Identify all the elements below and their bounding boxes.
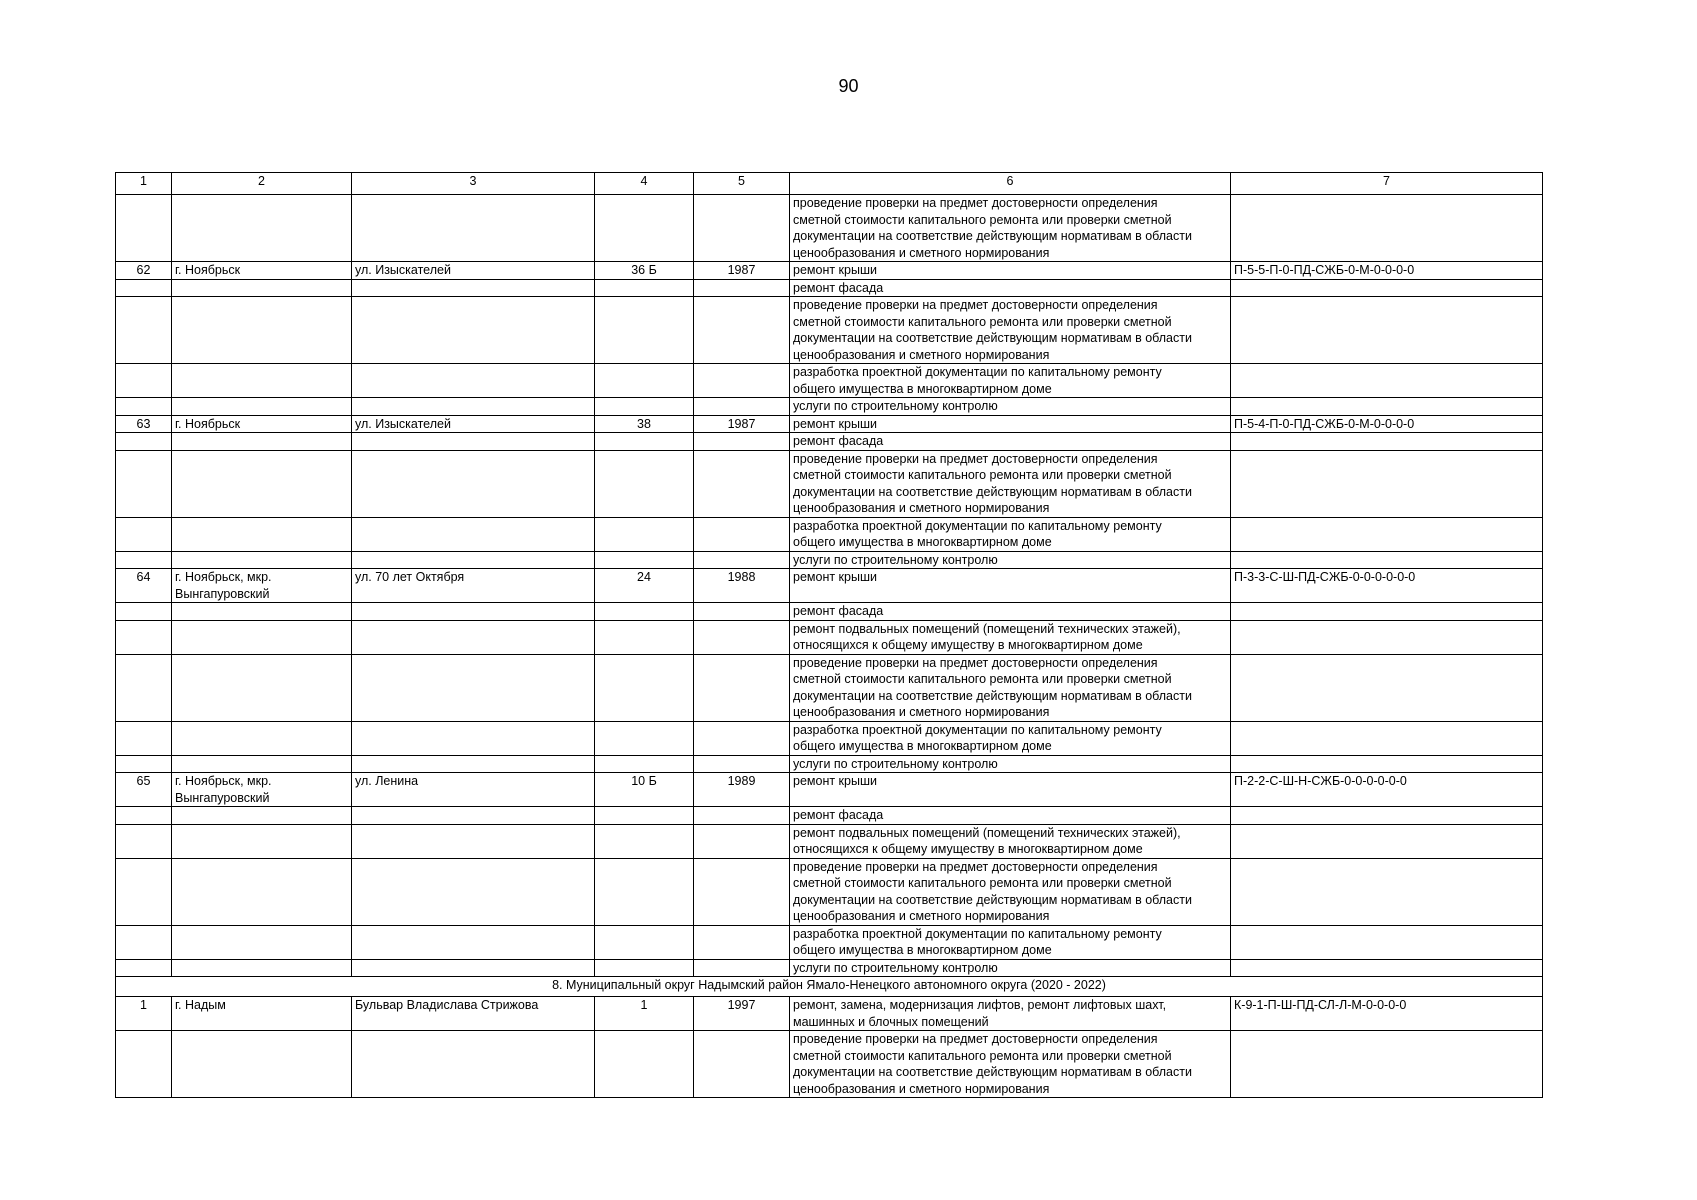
table-row xyxy=(116,824,1543,858)
table-cell-c2 xyxy=(172,858,352,925)
table-cell-c3 xyxy=(352,925,595,959)
table-cell-c2 xyxy=(172,398,352,416)
table-row xyxy=(116,450,1543,517)
table-cell-c1 xyxy=(116,297,172,364)
table-cell-c6: разработка проектной документации по капитальному ремонту общего имущества в многоквартирном доме xyxy=(790,721,1231,755)
table-cell-c4: 1 xyxy=(595,997,694,1031)
table-cell-c3 xyxy=(352,551,595,569)
table-cell-c6: ремонт подвальных помещений (помещений технических этажей), относящихся к общему имуществу в многоквартирном доме xyxy=(790,824,1231,858)
table-row xyxy=(116,959,1543,977)
column-header: 3 xyxy=(352,173,595,195)
column-header: 2 xyxy=(172,173,352,195)
table-cell-c1 xyxy=(116,364,172,398)
table-cell-c3: Бульвар Владислава Стрижова xyxy=(352,997,595,1031)
table-cell-c4 xyxy=(595,858,694,925)
table-cell-c5 xyxy=(694,807,790,825)
table-cell-c6: услуги по строительному контролю xyxy=(790,959,1231,977)
table-cell-c1: 65 xyxy=(116,773,172,807)
table-cell-c7 xyxy=(1231,824,1543,858)
table-cell-c2 xyxy=(172,620,352,654)
column-number-row xyxy=(116,173,1543,195)
table-cell-c7 xyxy=(1231,807,1543,825)
table-cell-c6: разработка проектной документации по капитальному ремонту общего имущества в многоквартирном доме xyxy=(790,517,1231,551)
table-row xyxy=(116,755,1543,773)
table-cell-c1 xyxy=(116,807,172,825)
table-cell-c2 xyxy=(172,807,352,825)
table-row xyxy=(116,1031,1543,1098)
table-cell-c4 xyxy=(595,1031,694,1098)
table-cell-c4: 24 xyxy=(595,569,694,603)
table-cell-c7 xyxy=(1231,517,1543,551)
table-cell-c5 xyxy=(694,858,790,925)
table-cell-c4 xyxy=(595,603,694,621)
table-cell-c2 xyxy=(172,433,352,451)
page-number: 90 xyxy=(838,76,859,96)
table-cell-c1 xyxy=(116,721,172,755)
table-cell-c5 xyxy=(694,755,790,773)
table-row xyxy=(116,807,1543,825)
table-cell-c1 xyxy=(116,433,172,451)
table-cell-c4 xyxy=(595,517,694,551)
table-cell-c1 xyxy=(116,654,172,721)
table-cell-c1: 63 xyxy=(116,415,172,433)
table-cell-c7: К-9-1-П-Ш-ПД-СЛ-Л-М-0-0-0-0 xyxy=(1231,997,1543,1031)
table-cell-c1 xyxy=(116,603,172,621)
table-row xyxy=(116,654,1543,721)
table-cell-c3 xyxy=(352,517,595,551)
table-cell-c1 xyxy=(116,279,172,297)
table-cell-c6: ремонт фасада xyxy=(790,433,1231,451)
table-cell-c6: проведение проверки на предмет достоверности определения сметной стоимости капитального ремонта или проверки сметной документации на соответствие действующим нормативам в области ценообразования и сметного нормирования xyxy=(790,195,1231,262)
table-cell-c4 xyxy=(595,959,694,977)
table-row xyxy=(116,569,1543,603)
table-cell-c3 xyxy=(352,195,595,262)
table-cell-c2: г. Надым xyxy=(172,997,352,1031)
table-cell-c6: ремонт крыши xyxy=(790,262,1231,280)
table-cell-c4: 38 xyxy=(595,415,694,433)
table-row xyxy=(116,997,1543,1031)
table-cell-c5 xyxy=(694,551,790,569)
table-cell-c1: 62 xyxy=(116,262,172,280)
table-cell-c7: П-2-2-С-Ш-Н-СЖБ-0-0-0-0-0-0 xyxy=(1231,773,1543,807)
table-cell-c5: 1997 xyxy=(694,997,790,1031)
table-cell-c1 xyxy=(116,925,172,959)
table-cell-c2: г. Ноябрьск xyxy=(172,415,352,433)
table-cell-c2 xyxy=(172,1031,352,1098)
table-cell-c3 xyxy=(352,858,595,925)
table-cell-c3: ул. Изыскателей xyxy=(352,415,595,433)
table-cell-c3 xyxy=(352,959,595,977)
table-cell-c7 xyxy=(1231,433,1543,451)
table-cell-c5 xyxy=(694,620,790,654)
table-cell-c1 xyxy=(116,858,172,925)
table-row xyxy=(116,721,1543,755)
table-cell-c5 xyxy=(694,279,790,297)
table-cell-c3 xyxy=(352,297,595,364)
table-cell-c1 xyxy=(116,755,172,773)
table-cell-c3: ул. Изыскателей xyxy=(352,262,595,280)
table-row xyxy=(116,262,1543,280)
table-row xyxy=(116,773,1543,807)
table-row xyxy=(116,858,1543,925)
table-row xyxy=(116,297,1543,364)
table-row xyxy=(116,551,1543,569)
table-cell-c5 xyxy=(694,364,790,398)
table-cell-c7 xyxy=(1231,755,1543,773)
table-cell-c1 xyxy=(116,551,172,569)
table-cell-c6: ремонт фасада xyxy=(790,807,1231,825)
table-cell-c3 xyxy=(352,279,595,297)
column-header: 6 xyxy=(790,173,1231,195)
table-cell-c3 xyxy=(352,1031,595,1098)
table-cell-c4 xyxy=(595,620,694,654)
table-cell-c7 xyxy=(1231,398,1543,416)
table-cell-c7 xyxy=(1231,654,1543,721)
table-cell-c7 xyxy=(1231,925,1543,959)
table-cell-c7 xyxy=(1231,364,1543,398)
table-cell-c4 xyxy=(595,721,694,755)
table-cell-c4 xyxy=(595,433,694,451)
table-row xyxy=(116,398,1543,416)
table-cell-c2 xyxy=(172,654,352,721)
table-cell-c1: 1 xyxy=(116,997,172,1031)
table-cell-c1 xyxy=(116,195,172,262)
table-cell-c6: ремонт фасада xyxy=(790,603,1231,621)
table-cell-c4 xyxy=(595,450,694,517)
table-cell-c4 xyxy=(595,279,694,297)
table-row xyxy=(116,364,1543,398)
table-cell-c3 xyxy=(352,654,595,721)
table-cell-c7 xyxy=(1231,959,1543,977)
table-cell-c2: г. Ноябрьск, мкр. Вынгапуровский xyxy=(172,773,352,807)
table-cell-c1 xyxy=(116,517,172,551)
table-cell-c3 xyxy=(352,755,595,773)
column-header: 5 xyxy=(694,173,790,195)
table-cell-c7 xyxy=(1231,620,1543,654)
table-cell-c3 xyxy=(352,450,595,517)
table-cell-c3 xyxy=(352,433,595,451)
table-cell-c7 xyxy=(1231,721,1543,755)
table-cell-c5 xyxy=(694,654,790,721)
table-row xyxy=(116,603,1543,621)
table-cell-c5 xyxy=(694,721,790,755)
table-cell-c3 xyxy=(352,364,595,398)
table-row xyxy=(116,433,1543,451)
table-cell-c2 xyxy=(172,925,352,959)
table-cell-c5 xyxy=(694,195,790,262)
table-cell-c3 xyxy=(352,603,595,621)
table-row xyxy=(116,279,1543,297)
table-cell-c7 xyxy=(1231,195,1543,262)
table-cell-c7 xyxy=(1231,551,1543,569)
table-cell-c5 xyxy=(694,398,790,416)
table-cell-c5 xyxy=(694,433,790,451)
table-cell-c5 xyxy=(694,824,790,858)
table-cell-c6: ремонт крыши xyxy=(790,415,1231,433)
table-cell-c2 xyxy=(172,364,352,398)
table-cell-c4 xyxy=(595,551,694,569)
table-cell-c6: ремонт фасада xyxy=(790,279,1231,297)
table-cell-c1 xyxy=(116,824,172,858)
table-cell-c6: проведение проверки на предмет достоверности определения сметной стоимости капитального ремонта или проверки сметной документации на соответствие действующим нормативам в области ценообразования и сметного нормирования xyxy=(790,858,1231,925)
table-cell-c5 xyxy=(694,1031,790,1098)
table-cell-c2 xyxy=(172,959,352,977)
table-cell-c3: ул. Ленина xyxy=(352,773,595,807)
table-cell-c2 xyxy=(172,450,352,517)
table-cell-c5 xyxy=(694,959,790,977)
table-cell-c6: проведение проверки на предмет достоверности определения сметной стоимости капитального ремонта или проверки сметной документации на соответствие действующим нормативам в области ценообразования и сметного нормирования xyxy=(790,1031,1231,1098)
table-cell-c6: ремонт, замена, модернизация лифтов, ремонт лифтовых шахт, машинных и блочных помещений xyxy=(790,997,1231,1031)
table-cell-c5: 1987 xyxy=(694,415,790,433)
table-cell-c6: услуги по строительному контролю xyxy=(790,755,1231,773)
table-cell-c3 xyxy=(352,721,595,755)
table-cell-c4 xyxy=(595,824,694,858)
table-cell-c4 xyxy=(595,807,694,825)
table-cell-c4: 10 Б xyxy=(595,773,694,807)
table-cell-c6: проведение проверки на предмет достоверности определения сметной стоимости капитального ремонта или проверки сметной документации на соответствие действующим нормативам в области ценообразования и сметного нормирования xyxy=(790,450,1231,517)
table-cell-c7 xyxy=(1231,450,1543,517)
table-cell-c6: ремонт подвальных помещений (помещений технических этажей), относящихся к общему имуществу в многоквартирном доме xyxy=(790,620,1231,654)
table-row xyxy=(116,195,1543,262)
table-cell-c5 xyxy=(694,517,790,551)
table-cell-c3 xyxy=(352,824,595,858)
table-cell-c7: П-5-4-П-0-ПД-СЖБ-0-М-0-0-0-0 xyxy=(1231,415,1543,433)
table-cell-c2 xyxy=(172,195,352,262)
column-header: 4 xyxy=(595,173,694,195)
table-cell-c6: ремонт крыши xyxy=(790,569,1231,603)
table-cell-c6: проведение проверки на предмет достоверности определения сметной стоимости капитального ремонта или проверки сметной документации на соответствие действующим нормативам в области ценообразования и сметного нормирования xyxy=(790,297,1231,364)
table-cell-c4 xyxy=(595,654,694,721)
table-cell-c6: разработка проектной документации по капитальному ремонту общего имущества в многоквартирном доме xyxy=(790,364,1231,398)
table-cell-c5 xyxy=(694,297,790,364)
table-cell-c7: П-5-5-П-0-ПД-СЖБ-0-М-0-0-0-0 xyxy=(1231,262,1543,280)
table-cell-c2 xyxy=(172,279,352,297)
table-cell-c7 xyxy=(1231,279,1543,297)
table-cell-c2: г. Ноябрьск xyxy=(172,262,352,280)
table-cell-c2 xyxy=(172,551,352,569)
table-cell-c3 xyxy=(352,807,595,825)
table-cell-c1 xyxy=(116,959,172,977)
table-cell-c7 xyxy=(1231,603,1543,621)
table-cell-c1 xyxy=(116,450,172,517)
table-cell-c4 xyxy=(595,195,694,262)
table-cell-c4 xyxy=(595,755,694,773)
table-cell-c2 xyxy=(172,297,352,364)
table-cell-c1 xyxy=(116,620,172,654)
table-cell-c4 xyxy=(595,364,694,398)
table-cell-c2: г. Ноябрьск, мкр. Вынгапуровский xyxy=(172,569,352,603)
table-row xyxy=(116,620,1543,654)
table-cell-c7 xyxy=(1231,297,1543,364)
table-cell-c5: 1987 xyxy=(694,262,790,280)
table-cell-c4 xyxy=(595,297,694,364)
table-cell-c2 xyxy=(172,824,352,858)
column-header: 1 xyxy=(116,173,172,195)
table-cell-c4 xyxy=(595,925,694,959)
section-heading-row xyxy=(116,977,1543,997)
table-cell-c7 xyxy=(1231,1031,1543,1098)
table-cell-c7 xyxy=(1231,858,1543,925)
table-cell-c6: услуги по строительному контролю xyxy=(790,551,1231,569)
table-cell-c5: 1988 xyxy=(694,569,790,603)
table-cell-c3 xyxy=(352,398,595,416)
table-cell-c5 xyxy=(694,925,790,959)
capital-repair-table xyxy=(115,172,1543,1098)
table-cell-c1 xyxy=(116,398,172,416)
section-heading: 8. Муниципальный округ Надымский район Ямало-Ненецкого автономного округа (2020 - 2022) xyxy=(116,977,1543,997)
table-cell-c5 xyxy=(694,603,790,621)
table-cell-c5 xyxy=(694,450,790,517)
table-cell-c6: ремонт крыши xyxy=(790,773,1231,807)
table-row xyxy=(116,415,1543,433)
table-cell-c3: ул. 70 лет Октября xyxy=(352,569,595,603)
table-cell-c6: проведение проверки на предмет достоверности определения сметной стоимости капитального ремонта или проверки сметной документации на соответствие действующим нормативам в области ценообразования и сметного нормирования xyxy=(790,654,1231,721)
table-cell-c2 xyxy=(172,603,352,621)
table-row xyxy=(116,925,1543,959)
table-cell-c4: 36 Б xyxy=(595,262,694,280)
table-cell-c3 xyxy=(352,620,595,654)
table-cell-c7: П-3-3-С-Ш-ПД-СЖБ-0-0-0-0-0-0 xyxy=(1231,569,1543,603)
table-cell-c2 xyxy=(172,755,352,773)
table-row xyxy=(116,517,1543,551)
table-cell-c4 xyxy=(595,398,694,416)
table-cell-c2 xyxy=(172,517,352,551)
table-cell-c5: 1989 xyxy=(694,773,790,807)
table-cell-c1: 64 xyxy=(116,569,172,603)
column-header: 7 xyxy=(1231,173,1543,195)
table-cell-c6: услуги по строительному контролю xyxy=(790,398,1231,416)
table-cell-c2 xyxy=(172,721,352,755)
table-cell-c1 xyxy=(116,1031,172,1098)
table-cell-c6: разработка проектной документации по капитальному ремонту общего имущества в многоквартирном доме xyxy=(790,925,1231,959)
